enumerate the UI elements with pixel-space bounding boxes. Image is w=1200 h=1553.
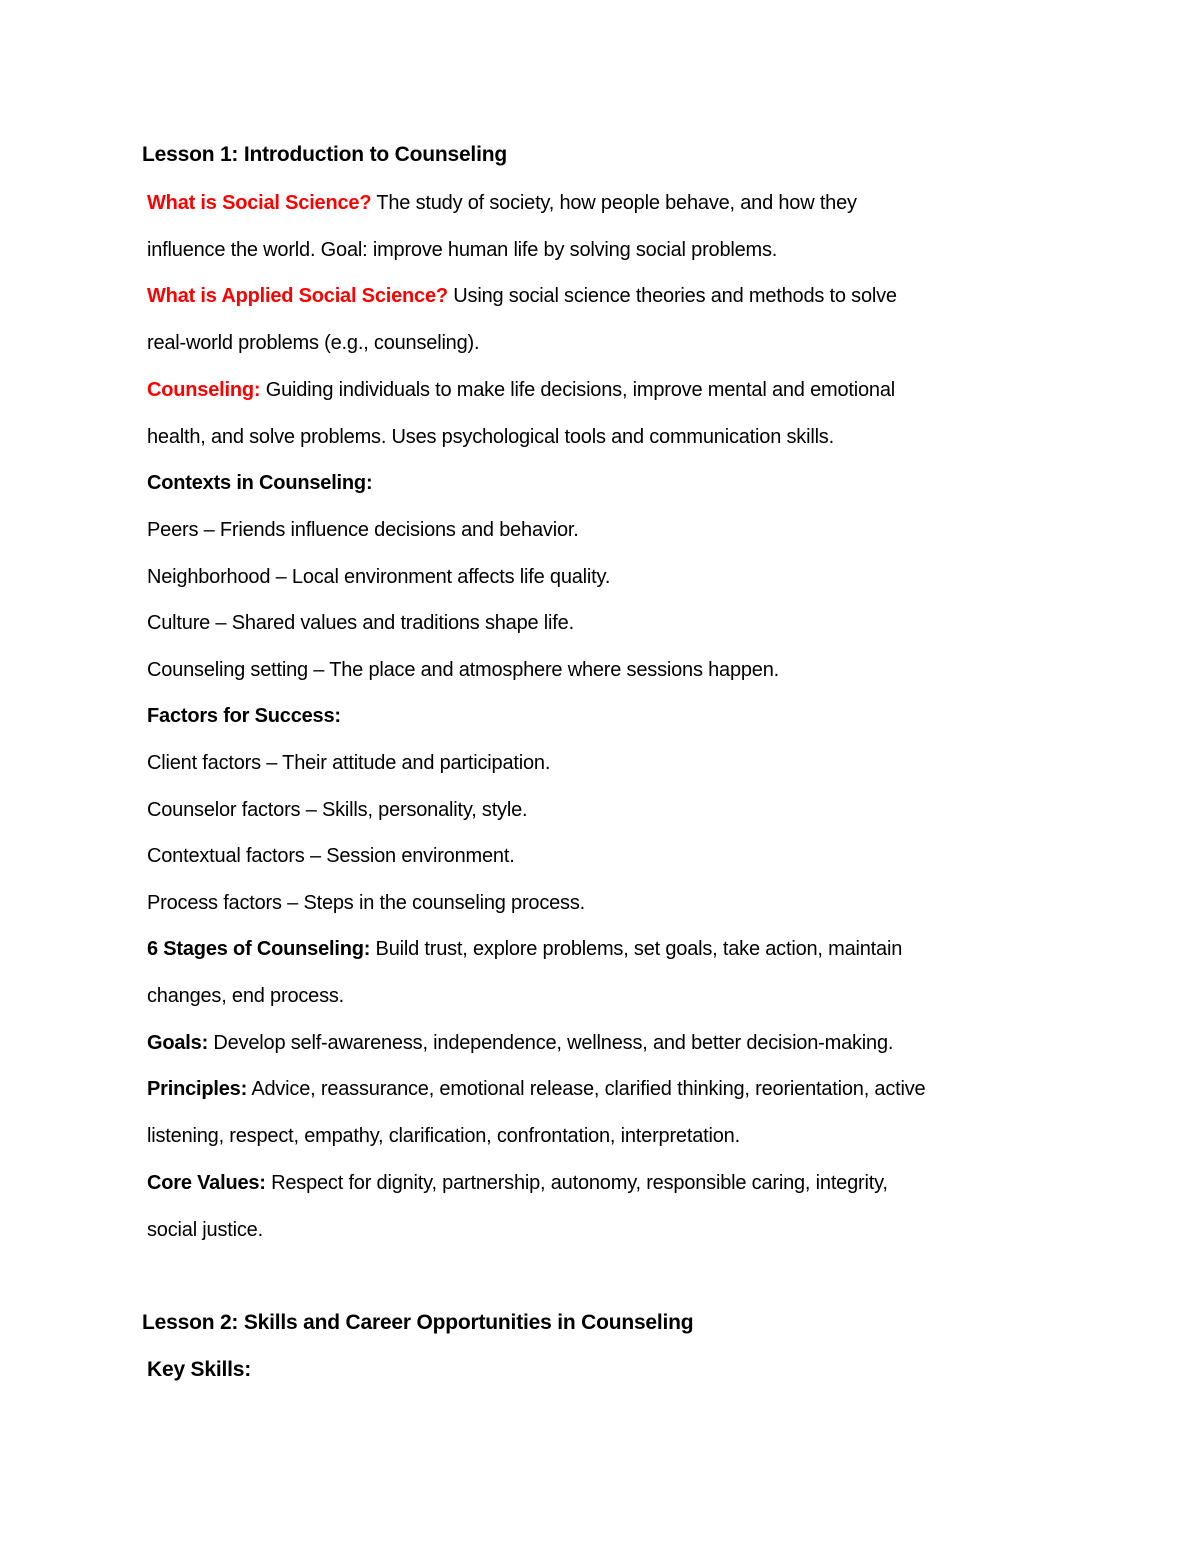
core-values-line2: social justice. [147, 1219, 263, 1241]
principles-line1 [147, 1075, 925, 1103]
lesson1-title: Lesson 1: Introduction to Counseling [142, 143, 507, 166]
social-science-line1 [147, 189, 857, 217]
factors-item: Process factors – Steps in the counseling process. [147, 892, 586, 914]
contexts-heading: Contexts in Counseling: [147, 472, 373, 494]
principles-line2: listening, respect, empathy, clarification, confrontation, interpretation. [147, 1125, 740, 1147]
social-science-line2: influence the world. Goal: improve human life by solving social problems. [147, 239, 778, 261]
goals-definition: Develop self-awareness, independence, wellness, and better decision-making. [208, 1032, 894, 1054]
social-science-definition: The study of society, how people behave, and how they [371, 192, 857, 214]
core-values-line1 [147, 1169, 888, 1197]
goals-term: Goals: [147, 1032, 209, 1054]
factors-item: Contextual factors – Session environment. [147, 845, 515, 867]
social-science-term: What is Social Science? [147, 192, 372, 214]
stages-term: 6 Stages of Counseling: [147, 938, 371, 960]
stages-line2: changes, end process. [147, 985, 345, 1007]
applied-social-science-term: What is Applied Social Science? [147, 285, 448, 307]
contexts-item: Peers – Friends influence decisions and behavior. [147, 519, 579, 541]
core-values-term: Core Values: [147, 1172, 266, 1194]
factors-heading: Factors for Success: [147, 705, 341, 727]
factors-item: Client factors – Their attitude and participation. [147, 752, 551, 774]
principles-definition: Advice, reassurance, emotional release, clarified thinking, reorientation, active [247, 1078, 926, 1100]
applied-social-science-line2: real-world problems (e.g., counseling). [147, 332, 480, 354]
contexts-item: Neighborhood – Local environment affects life quality. [147, 566, 611, 588]
counseling-line1 [147, 376, 895, 404]
stages-line1 [147, 935, 902, 963]
lesson2-title: Lesson 2: Skills and Career Opportunities in Counseling [142, 1311, 694, 1334]
contexts-item: Culture – Shared values and traditions shape life. [147, 612, 574, 634]
applied-social-science-line1 [147, 282, 897, 310]
contexts-item: Counseling setting – The place and atmosphere where sessions happen. [147, 659, 780, 681]
key-skills-heading: Key Skills: [147, 1358, 252, 1381]
goals-line [147, 1029, 893, 1057]
stages-definition: Build trust, explore problems, set goals, take action, maintain [370, 938, 903, 960]
counseling-term: Counseling: [147, 379, 261, 401]
principles-term: Principles: [147, 1078, 248, 1100]
core-values-definition: Respect for dignity, partnership, autonomy, responsible caring, integrity, [265, 1172, 888, 1194]
factors-item: Counselor factors – Skills, personality, style. [147, 799, 528, 821]
counseling-definition: Guiding individuals to make life decisions, improve mental and emotional [260, 379, 895, 401]
applied-social-science-definition: Using social science theories and methods to solve [447, 285, 897, 307]
counseling-line2: health, and solve problems. Uses psychological tools and communication skills. [147, 426, 834, 448]
